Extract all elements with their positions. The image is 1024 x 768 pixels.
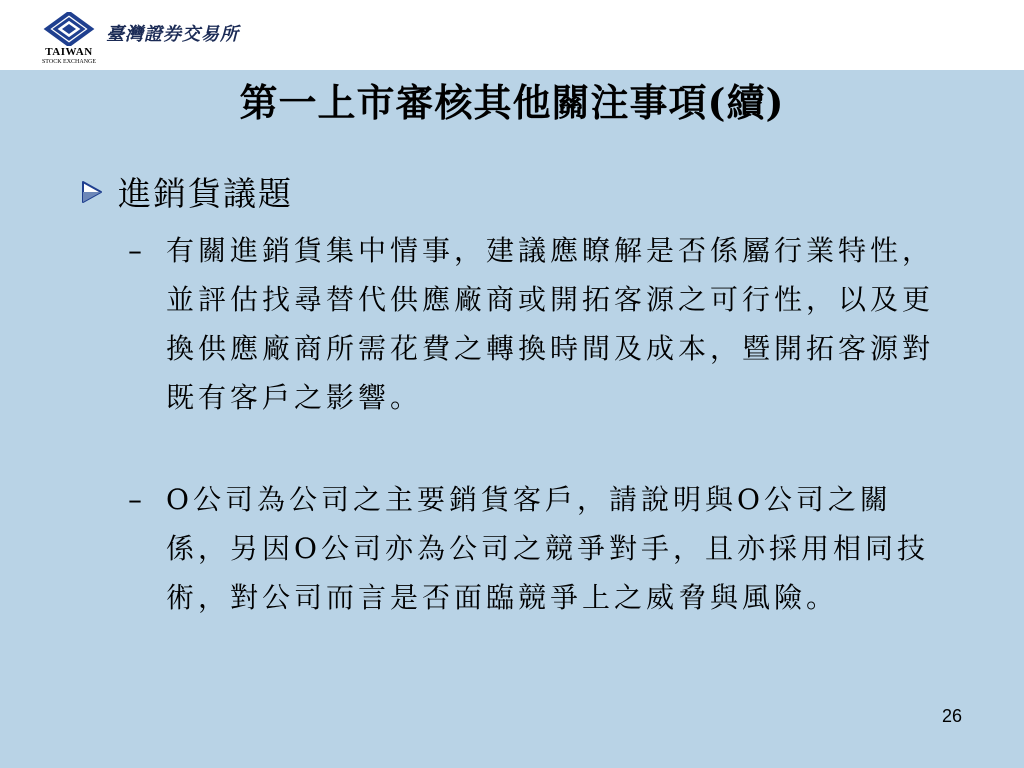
logo-word: TAIWAN bbox=[45, 46, 93, 58]
sub-item-text: O公司為公司之主要銷貨客戶，請說明與O公司之關係，另因O公司亦為公司之競爭對手，且亦採用相同技術，對公司而言是否面臨競爭上之威脅與風險。 bbox=[166, 483, 929, 614]
logo-subtitle: STOCK EXCHANGE bbox=[41, 59, 97, 65]
sub-item bbox=[128, 226, 938, 422]
sub-item-text: 有關進銷貨集中情事，建議應瞭解是否係屬行業特性，並評估找尋替代供應廠商或開拓客源之可行性，以及更換供應廠商所需花費之轉換時間及成本，暨開拓客源對既有客戶之影響。 bbox=[166, 234, 935, 414]
dash-marker: – bbox=[128, 234, 142, 267]
bullet-item bbox=[80, 168, 293, 215]
dash-marker: – bbox=[128, 483, 142, 516]
slide-title: 第一上市審核其他關注事項(續) bbox=[239, 80, 785, 125]
header-band bbox=[0, 0, 1024, 70]
exchange-logo bbox=[38, 12, 100, 68]
bullet-text: 進銷貨議題 bbox=[118, 174, 293, 213]
arrow-bullet-icon bbox=[80, 180, 104, 204]
logo-mark-icon bbox=[43, 12, 95, 46]
sub-item bbox=[128, 475, 938, 622]
org-name: 臺灣證券交易所 bbox=[106, 24, 239, 45]
page-number: 26 bbox=[941, 706, 962, 726]
